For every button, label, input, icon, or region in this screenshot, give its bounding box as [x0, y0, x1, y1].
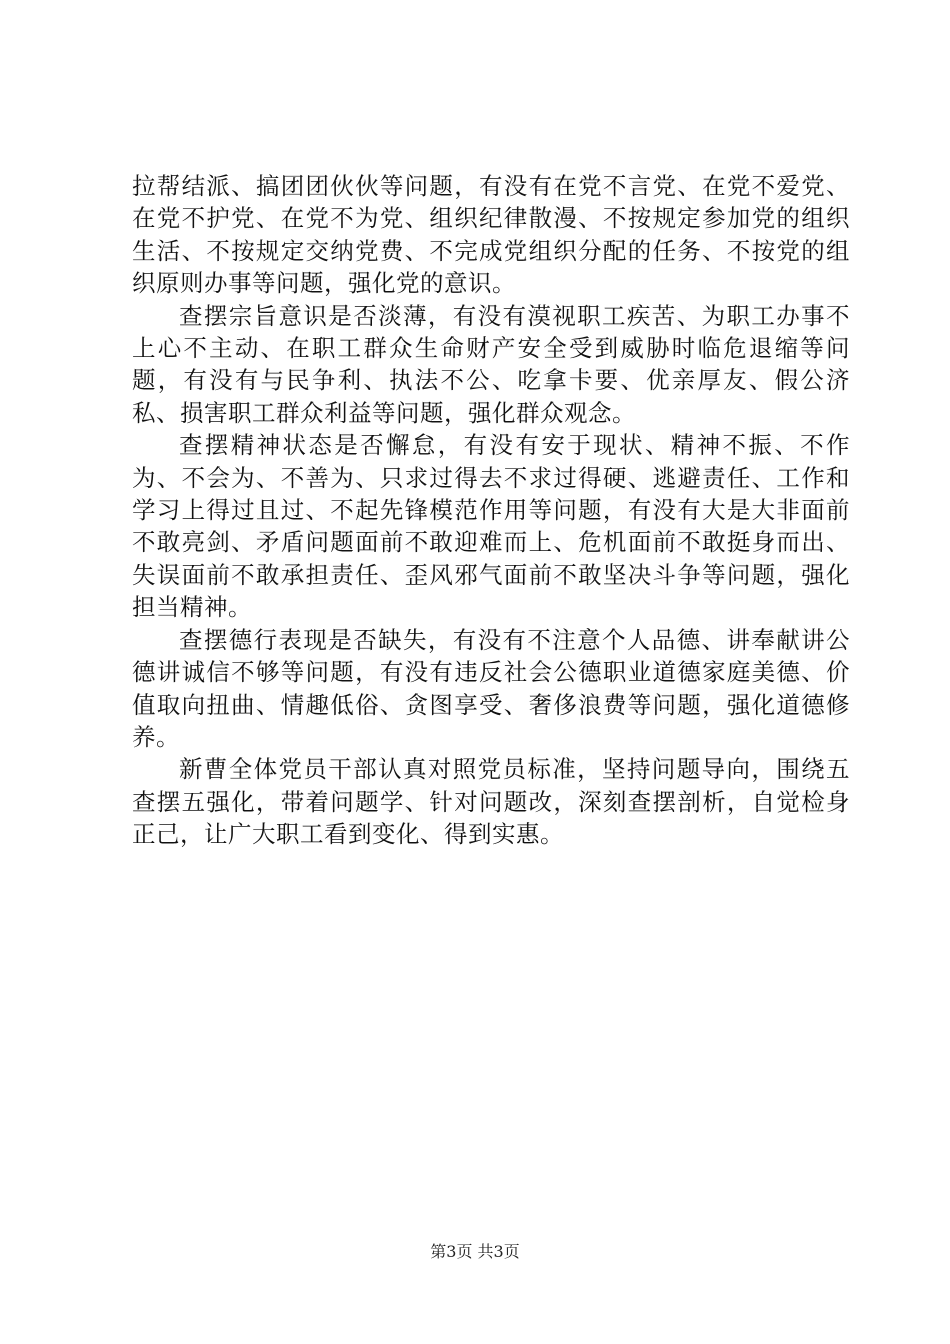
paragraph-purpose-awareness: 查摆宗旨意识是否淡薄，有没有漠视职工疾苦、为职工办事不上心不主动、在职工群众生命财产安全受到威胁时临危退缩等问题，有没有与民争利、执法不公、吃拿卡要、优亲厚友、假公济私、损害职工群众利益等问题，强化群众观念。: [132, 301, 850, 427]
paragraph-continuation: 拉帮结派、搞团团伙伙等问题，有没有在党不言党、在党不爱党、在党不护党、在党不为党、组织纪律散漫、不按规定参加党的组织生活、不按规定交纳党费、不完成党组织分配的任务、不按党的组织原则办事等问题，强化党的意识。: [132, 172, 850, 298]
paragraph-moral-conduct: 查摆德行表现是否缺失，有没有不注意个人品德、讲奉献讲公德讲诚信不够等问题，有没有违反社会公德职业道德家庭美德、价值取向扭曲、情趣低俗、贪图享受、奢侈浪费等问题，强化道德修养。: [132, 625, 850, 751]
page-footer: [0, 1242, 950, 1262]
page-number-label: 第3页 共3页: [430, 1242, 520, 1261]
paragraph-conclusion: 新曹全体党员干部认真对照党员标准，坚持问题导向，围绕五查摆五强化，带着问题学、针对问题改，深刻查摆剖析，自觉检身正己，让广大职工看到变化、得到实惠。: [132, 755, 850, 849]
paragraph-spirit-state: 查摆精神状态是否懈怠，有没有安于现状、精神不振、不作为、不会为、不善为、只求过得去不求过得硬、逃避责任、工作和学习上得过且过、不起先锋模范作用等问题，有没有大是大非面前不敢亮剑、矛盾问题面前不敢迎难而上、危机面前不敢挺身而出、失误面前不敢承担责任、歪风邪气面前不敢坚决斗争等问题，强化担当精神。: [132, 431, 850, 622]
document-body: [132, 170, 850, 851]
